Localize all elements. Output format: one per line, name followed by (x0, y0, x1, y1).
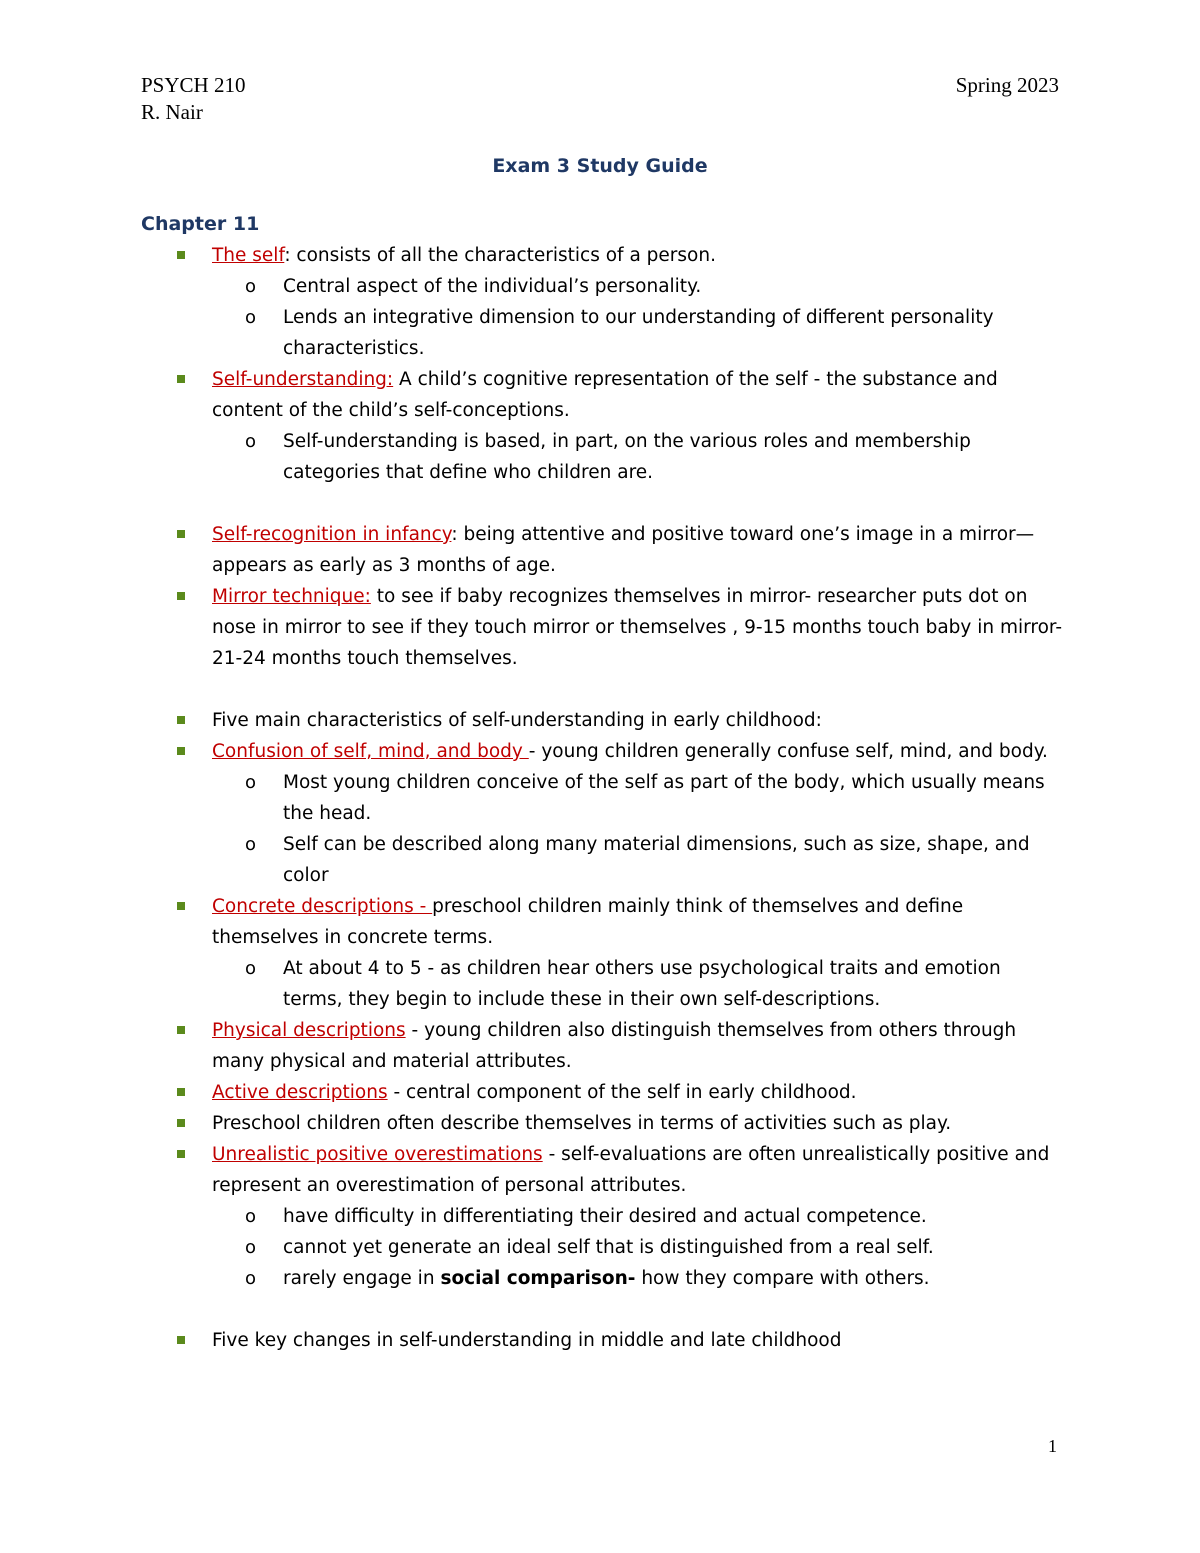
item-text: rarely engage in (283, 1268, 441, 1289)
square-bullet-icon (177, 592, 185, 600)
item-text: Five main characteristics of self-understanding in early childhood: (212, 710, 822, 731)
item-text: Self-understanding is based, in part, on the various roles and membership categories that define who children are. (283, 431, 971, 483)
page-number: 1 (1048, 1436, 1057, 1456)
sub-list-item (141, 767, 1066, 829)
item-text: : consists of all the characteristics of a person. (284, 245, 716, 266)
sub-list-item (141, 953, 1066, 1015)
list-item (141, 1015, 1066, 1077)
item-text: preschool children mainly think of themselves and define themselves in concrete terms. (212, 896, 964, 948)
square-bullet-icon (177, 1088, 185, 1096)
item-text: Self can be described along many material dimensions, such as size, shape, and color (283, 834, 1030, 886)
sub-list-item (141, 829, 1066, 891)
list-item (141, 581, 1066, 674)
list-item (141, 736, 1066, 767)
square-bullet-icon (177, 375, 185, 383)
circle-bullet-icon: o (245, 276, 257, 297)
key-term: Concrete descriptions - (212, 896, 433, 917)
item-text: - central component of the self in early childhood. (387, 1082, 857, 1103)
item-text: A child’s cognitive representation of the self - the substance and content of the child’s self-conceptions. (212, 369, 998, 421)
list-item (141, 519, 1066, 581)
item-text: Lends an integrative dimension to our understanding of different personality characteristics. (283, 307, 994, 359)
item-text-after: how they compare with others. (635, 1268, 930, 1289)
blank-line (141, 488, 1066, 519)
circle-bullet-icon: o (245, 307, 257, 328)
term-label: Spring 2023 (955, 73, 1059, 97)
list-item (141, 1325, 1066, 1356)
list-item (141, 1108, 1066, 1139)
key-term: Physical descriptions (212, 1020, 406, 1041)
square-bullet-icon (177, 716, 185, 724)
circle-bullet-icon: o (245, 431, 257, 452)
circle-bullet-icon: o (245, 834, 257, 855)
document-title: Exam 3 Study Guide (492, 155, 708, 177)
circle-bullet-icon: o (245, 772, 257, 793)
circle-bullet-icon: o (245, 1268, 257, 1289)
circle-bullet-icon: o (245, 1206, 257, 1227)
circle-bullet-icon: o (245, 1237, 257, 1258)
sub-list-item (141, 1201, 1066, 1232)
blank-line (141, 674, 1066, 705)
item-text: have difficulty in differentiating their desired and actual competence. (283, 1206, 927, 1227)
chapter-heading: Chapter 11 (141, 213, 260, 235)
square-bullet-icon (177, 902, 185, 910)
list-item (141, 1139, 1066, 1201)
sub-list-item (141, 271, 1066, 302)
item-text: Preschool children often describe themselves in terms of activities such as play. (212, 1113, 952, 1134)
item-text: cannot yet generate an ideal self that is distinguished from a real self. (283, 1237, 934, 1258)
list-item (141, 364, 1066, 426)
item-text: Most young children conceive of the self as part of the body, which usually means the head. (283, 772, 1045, 824)
key-term: Confusion of self, mind, and body (212, 741, 529, 762)
square-bullet-icon (177, 747, 185, 755)
key-term: Mirror technique: (212, 586, 371, 607)
square-bullet-icon (177, 1150, 185, 1158)
square-bullet-icon (177, 1119, 185, 1127)
list-item (141, 1077, 1066, 1108)
circle-bullet-icon: o (245, 958, 257, 979)
study-guide-list (141, 240, 1066, 1356)
key-term: Unrealistic positive overestimations (212, 1144, 543, 1165)
list-item (141, 240, 1066, 271)
item-text: At about 4 to 5 - as children hear others use psychological traits and emotion terms, they begin to include these in their own self-descriptions. (283, 958, 1001, 1010)
item-text: - young children also distinguish themselves from others through many physical and material attributes. (212, 1020, 1017, 1072)
key-term: The self (212, 245, 285, 266)
key-term: Self-recognition in infancy (212, 524, 452, 545)
sub-list-item (141, 302, 1066, 364)
square-bullet-icon (177, 1336, 185, 1344)
course-code: PSYCH 210 (141, 73, 246, 97)
key-term: Self-understanding: (212, 369, 394, 390)
item-text: : being attentive and positive toward one’s image in a mirror—appears as early as 3 months of age. (212, 524, 1035, 576)
sub-list-item (141, 1232, 1066, 1263)
item-text: Central aspect of the individual’s personality. (283, 276, 702, 297)
item-text: - self-evaluations are often unrealistically positive and represent an overestimation of personal attributes. (212, 1144, 1050, 1196)
square-bullet-icon (177, 1026, 185, 1034)
sub-list-item (141, 426, 1066, 488)
square-bullet-icon (177, 251, 185, 259)
blank-line (141, 1294, 1066, 1325)
sub-list-item (141, 1263, 1066, 1294)
item-text: - young children generally confuse self, mind, and body. (528, 741, 1048, 762)
square-bullet-icon (177, 530, 185, 538)
list-item (141, 705, 1066, 736)
list-item (141, 891, 1066, 953)
page-header (141, 72, 1059, 126)
key-term: Active descriptions (212, 1082, 388, 1103)
instructor-name: R. Nair (141, 100, 203, 124)
item-text: to see if baby recognizes themselves in mirror- researcher puts dot on nose in mirror to see if they touch mirror or themselves , 9-15 months touch baby in mirror- 21-24 months touch themselves. (212, 586, 1063, 669)
item-text: Five key changes in self-understanding in middle and late childhood (212, 1330, 842, 1351)
bold-term: social comparison- (440, 1268, 636, 1289)
